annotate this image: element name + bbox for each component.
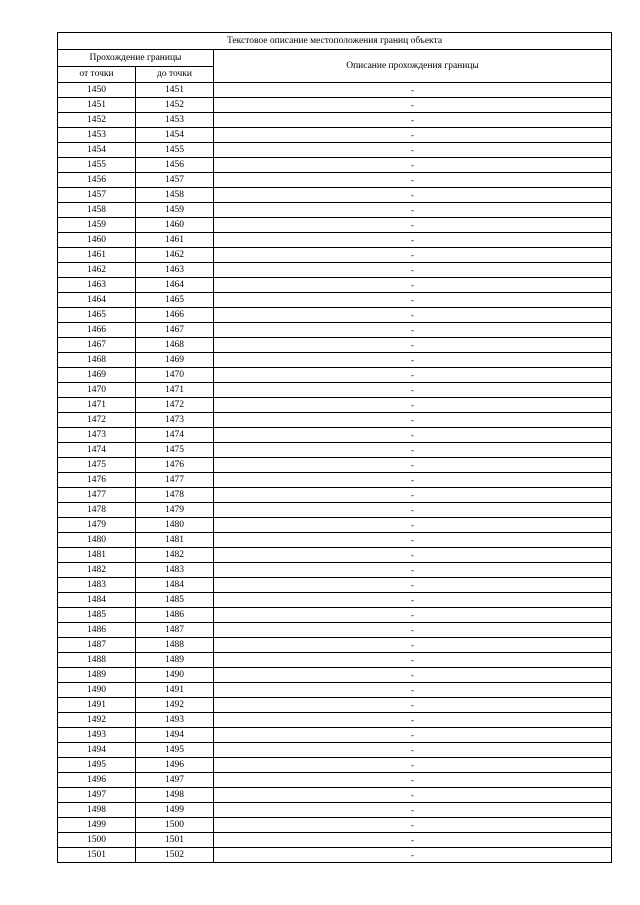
cell-from-point: 1486	[58, 623, 136, 638]
table-row	[58, 143, 612, 158]
cell-from-point: 1452	[58, 113, 136, 128]
table-row	[58, 353, 612, 368]
cell-from-point: 1494	[58, 743, 136, 758]
cell-description: -	[214, 383, 612, 398]
cell-from-point: 1472	[58, 413, 136, 428]
table-row	[58, 308, 612, 323]
cell-from-point: 1482	[58, 563, 136, 578]
cell-from-point: 1491	[58, 698, 136, 713]
cell-to-point: 1493	[136, 713, 214, 728]
cell-description: -	[214, 653, 612, 668]
cell-from-point: 1451	[58, 98, 136, 113]
table-row	[58, 128, 612, 143]
document-page	[57, 32, 611, 863]
table-row	[58, 833, 612, 848]
cell-from-point: 1488	[58, 653, 136, 668]
cell-description: -	[214, 608, 612, 623]
cell-description: -	[214, 773, 612, 788]
column-header-from: от точки	[58, 67, 136, 83]
cell-to-point: 1463	[136, 263, 214, 278]
table-title: Текстовое описание местоположения границ объекта	[58, 33, 612, 50]
table-row	[58, 848, 612, 863]
cell-description: -	[214, 758, 612, 773]
cell-to-point: 1470	[136, 368, 214, 383]
table-row	[58, 323, 612, 338]
table-body	[58, 83, 612, 863]
cell-from-point: 1459	[58, 218, 136, 233]
cell-description: -	[214, 353, 612, 368]
cell-to-point: 1475	[136, 443, 214, 458]
table-row	[58, 608, 612, 623]
cell-to-point: 1473	[136, 413, 214, 428]
cell-to-point: 1471	[136, 383, 214, 398]
cell-from-point: 1471	[58, 398, 136, 413]
cell-from-point: 1460	[58, 233, 136, 248]
cell-from-point: 1467	[58, 338, 136, 353]
cell-description: -	[214, 683, 612, 698]
cell-description: -	[214, 233, 612, 248]
cell-to-point: 1489	[136, 653, 214, 668]
cell-description: -	[214, 668, 612, 683]
cell-to-point: 1487	[136, 623, 214, 638]
cell-to-point: 1495	[136, 743, 214, 758]
cell-description: -	[214, 503, 612, 518]
cell-to-point: 1485	[136, 593, 214, 608]
cell-to-point: 1474	[136, 428, 214, 443]
cell-to-point: 1476	[136, 458, 214, 473]
cell-description: -	[214, 338, 612, 353]
table-row	[58, 428, 612, 443]
cell-description: -	[214, 83, 612, 98]
cell-to-point: 1486	[136, 608, 214, 623]
cell-to-point: 1465	[136, 293, 214, 308]
cell-description: -	[214, 698, 612, 713]
table-row	[58, 683, 612, 698]
table-row	[58, 218, 612, 233]
table-header	[58, 33, 612, 83]
table-row	[58, 398, 612, 413]
table-row	[58, 578, 612, 593]
table-row	[58, 488, 612, 503]
table-row	[58, 668, 612, 683]
cell-from-point: 1500	[58, 833, 136, 848]
cell-to-point: 1502	[136, 848, 214, 863]
table-row	[58, 263, 612, 278]
cell-to-point: 1472	[136, 398, 214, 413]
cell-from-point: 1493	[58, 728, 136, 743]
cell-description: -	[214, 623, 612, 638]
table-row	[58, 533, 612, 548]
table-row	[58, 188, 612, 203]
cell-from-point: 1479	[58, 518, 136, 533]
cell-description: -	[214, 488, 612, 503]
cell-to-point: 1457	[136, 173, 214, 188]
cell-from-point: 1450	[58, 83, 136, 98]
cell-to-point: 1460	[136, 218, 214, 233]
cell-description: -	[214, 173, 612, 188]
cell-description: -	[214, 128, 612, 143]
table-row	[58, 773, 612, 788]
boundary-description-table	[57, 32, 612, 863]
cell-description: -	[214, 368, 612, 383]
cell-description: -	[214, 533, 612, 548]
cell-description: -	[214, 578, 612, 593]
table-row	[58, 713, 612, 728]
cell-from-point: 1466	[58, 323, 136, 338]
column-header-description: Описание прохождения границы	[214, 50, 612, 83]
cell-description: -	[214, 308, 612, 323]
table-row	[58, 83, 612, 98]
cell-from-point: 1495	[58, 758, 136, 773]
cell-from-point: 1492	[58, 713, 136, 728]
cell-to-point: 1459	[136, 203, 214, 218]
table-row	[58, 473, 612, 488]
cell-to-point: 1492	[136, 698, 214, 713]
table-row	[58, 248, 612, 263]
table-row	[58, 293, 612, 308]
cell-description: -	[214, 143, 612, 158]
table-row	[58, 653, 612, 668]
cell-to-point: 1469	[136, 353, 214, 368]
cell-to-point: 1455	[136, 143, 214, 158]
cell-to-point: 1488	[136, 638, 214, 653]
cell-from-point: 1464	[58, 293, 136, 308]
cell-from-point: 1465	[58, 308, 136, 323]
cell-description: -	[214, 833, 612, 848]
cell-from-point: 1458	[58, 203, 136, 218]
cell-description: -	[214, 398, 612, 413]
cell-description: -	[214, 203, 612, 218]
table-row	[58, 233, 612, 248]
cell-description: -	[214, 563, 612, 578]
cell-description: -	[214, 818, 612, 833]
cell-from-point: 1456	[58, 173, 136, 188]
cell-from-point: 1485	[58, 608, 136, 623]
table-row	[58, 803, 612, 818]
cell-to-point: 1458	[136, 188, 214, 203]
table-row	[58, 503, 612, 518]
cell-to-point: 1494	[136, 728, 214, 743]
cell-description: -	[214, 113, 612, 128]
cell-to-point: 1490	[136, 668, 214, 683]
table-row	[58, 278, 612, 293]
cell-to-point: 1498	[136, 788, 214, 803]
table-row	[58, 518, 612, 533]
cell-description: -	[214, 293, 612, 308]
cell-to-point: 1456	[136, 158, 214, 173]
cell-description: -	[214, 743, 612, 758]
cell-to-point: 1497	[136, 773, 214, 788]
cell-from-point: 1501	[58, 848, 136, 863]
table-row	[58, 368, 612, 383]
table-row	[58, 413, 612, 428]
cell-to-point: 1466	[136, 308, 214, 323]
cell-to-point: 1482	[136, 548, 214, 563]
table-row	[58, 458, 612, 473]
cell-description: -	[214, 788, 612, 803]
table-row	[58, 98, 612, 113]
cell-from-point: 1484	[58, 593, 136, 608]
cell-to-point: 1479	[136, 503, 214, 518]
table-row	[58, 338, 612, 353]
table-row	[58, 443, 612, 458]
cell-from-point: 1453	[58, 128, 136, 143]
cell-description: -	[214, 158, 612, 173]
cell-description: -	[214, 548, 612, 563]
cell-description: -	[214, 443, 612, 458]
cell-description: -	[214, 323, 612, 338]
group-header-boundary: Прохождение границы	[58, 50, 214, 67]
cell-description: -	[214, 98, 612, 113]
cell-description: -	[214, 458, 612, 473]
cell-to-point: 1501	[136, 833, 214, 848]
cell-to-point: 1478	[136, 488, 214, 503]
table-row	[58, 788, 612, 803]
cell-from-point: 1480	[58, 533, 136, 548]
table-row	[58, 203, 612, 218]
cell-to-point: 1491	[136, 683, 214, 698]
cell-to-point: 1499	[136, 803, 214, 818]
cell-from-point: 1498	[58, 803, 136, 818]
cell-from-point: 1497	[58, 788, 136, 803]
table-row	[58, 638, 612, 653]
cell-from-point: 1477	[58, 488, 136, 503]
table-row	[58, 743, 612, 758]
table-row	[58, 623, 612, 638]
cell-from-point: 1462	[58, 263, 136, 278]
cell-to-point: 1484	[136, 578, 214, 593]
cell-from-point: 1468	[58, 353, 136, 368]
cell-to-point: 1454	[136, 128, 214, 143]
cell-from-point: 1496	[58, 773, 136, 788]
cell-from-point: 1461	[58, 248, 136, 263]
table-row	[58, 158, 612, 173]
cell-from-point: 1481	[58, 548, 136, 563]
cell-description: -	[214, 188, 612, 203]
cell-from-point: 1470	[58, 383, 136, 398]
cell-to-point: 1452	[136, 98, 214, 113]
cell-description: -	[214, 218, 612, 233]
cell-description: -	[214, 263, 612, 278]
table-row	[58, 593, 612, 608]
cell-description: -	[214, 428, 612, 443]
cell-from-point: 1475	[58, 458, 136, 473]
cell-from-point: 1457	[58, 188, 136, 203]
cell-description: -	[214, 413, 612, 428]
cell-description: -	[214, 728, 612, 743]
cell-to-point: 1481	[136, 533, 214, 548]
cell-from-point: 1454	[58, 143, 136, 158]
cell-from-point: 1469	[58, 368, 136, 383]
table-row	[58, 698, 612, 713]
cell-to-point: 1464	[136, 278, 214, 293]
table-row	[58, 818, 612, 833]
cell-description: -	[214, 518, 612, 533]
cell-to-point: 1483	[136, 563, 214, 578]
cell-to-point: 1467	[136, 323, 214, 338]
cell-to-point: 1453	[136, 113, 214, 128]
cell-to-point: 1496	[136, 758, 214, 773]
cell-from-point: 1483	[58, 578, 136, 593]
cell-from-point: 1455	[58, 158, 136, 173]
cell-from-point: 1499	[58, 818, 136, 833]
cell-to-point: 1500	[136, 818, 214, 833]
cell-to-point: 1477	[136, 473, 214, 488]
table-row	[58, 548, 612, 563]
cell-from-point: 1490	[58, 683, 136, 698]
cell-from-point: 1476	[58, 473, 136, 488]
table-row	[58, 173, 612, 188]
cell-description: -	[214, 803, 612, 818]
cell-from-point: 1474	[58, 443, 136, 458]
cell-description: -	[214, 473, 612, 488]
cell-to-point: 1461	[136, 233, 214, 248]
cell-from-point: 1463	[58, 278, 136, 293]
column-header-to: до точки	[136, 67, 214, 83]
cell-from-point: 1478	[58, 503, 136, 518]
cell-to-point: 1468	[136, 338, 214, 353]
table-row	[58, 563, 612, 578]
cell-from-point: 1473	[58, 428, 136, 443]
cell-from-point: 1489	[58, 668, 136, 683]
cell-description: -	[214, 593, 612, 608]
cell-description: -	[214, 848, 612, 863]
cell-description: -	[214, 278, 612, 293]
cell-to-point: 1451	[136, 83, 214, 98]
table-row	[58, 728, 612, 743]
cell-from-point: 1487	[58, 638, 136, 653]
cell-description: -	[214, 638, 612, 653]
table-row	[58, 383, 612, 398]
table-row	[58, 758, 612, 773]
cell-description: -	[214, 713, 612, 728]
table-row	[58, 113, 612, 128]
cell-description: -	[214, 248, 612, 263]
cell-to-point: 1480	[136, 518, 214, 533]
cell-to-point: 1462	[136, 248, 214, 263]
